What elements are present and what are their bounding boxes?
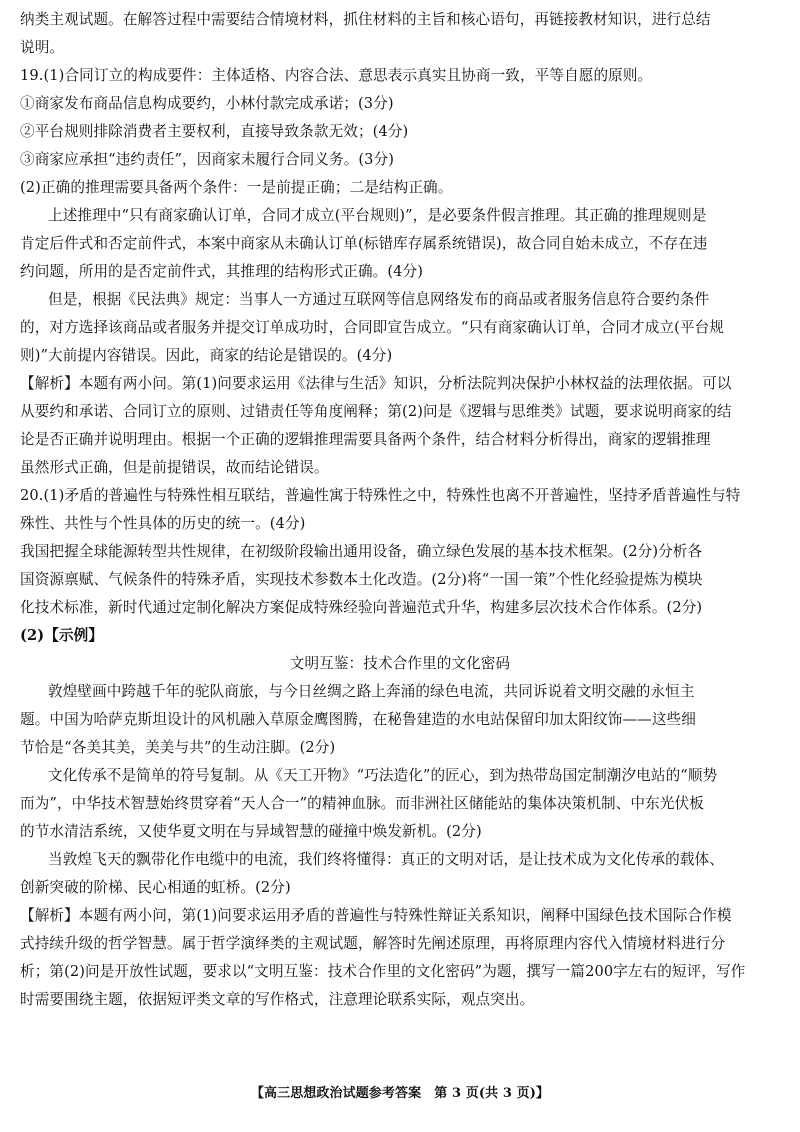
text-line: (2)正确的推理需要具备两个条件：一是前提正确；二是结构正确。 [20,179,453,196]
text-line: 的，对方选择该商品或者服务并提交订单成功时，合同即宣告成立。“只有商家确认订单，合同才成立(平台规 [20,319,724,336]
text-line: 从要约和承诺、合同订立的原则、过错责任等角度阐释；第(2)问是《逻辑与思维类》试题，要求说明商家的结 [20,403,732,420]
text-line: 约问题，所用的是否定前件式，其推理的结构形式正确。(4分) [20,263,424,280]
text-line: 当敦煌飞天的飘带化作电缆中的电流，我们终将懂得：真正的文明对话，是让技术成为文化传承的载体、 [48,851,724,868]
text-line: 纳类主观试题。在解答过程中需要结合情境材料，抓住材料的主旨和核心语句，再链接教材知识，进行总结 [20,11,711,28]
text-line: 题。中国为哈萨克斯坦设计的风机融入草原金鹰图腾，在秘鲁建造的水电站保留印加太阳纹饰——这些细 [20,711,696,728]
text-line: 但是，根据《民法典》规定：当事人一方通过互联网等信息网络发布的商品或者服务信息符合要约条件 [48,291,710,308]
text-line: ①商家发布商品信息构成要约，小林付款完成承诺；(3分) [20,95,394,112]
question-19-heading: 19.(1)合同订立的构成要件：主体适格、内容合法、意思表示真实且协商一致，平等自愿的原则。 [20,67,653,84]
text-line: 式持续升级的哲学智慧。属于哲学演绎类的主观试题，解答时先阐述原理，再将原理内容代入情境材料进行分 [20,935,726,952]
text-line: 时需要围绕主题，依据短评类文章的写作格式，注意理论联系实际，观点突出。 [20,991,535,1008]
text-line: 文化传承不是简单的符号复制。从《天工开物》“巧法造化”的匠心，到为热带岛国定制潮汐电站的“顺势 [48,767,718,784]
text-line: 化技术标准，新时代通过定制化解决方案促成特殊经验向普遍范式升华，构建多层次技术合作体系。(2分) [20,599,703,616]
text-line: 则)”大前提内容错误。因此，商家的结论是错误的。(4分) [20,347,393,364]
analysis-paragraph: 【解析】本题有两小问。第(1)问要求运用《法律与生活》知识，分析法院判决保护小林权益的法理依据。可以 [20,375,732,392]
text-line: 国资源禀赋、气候条件的特殊矛盾，实现技术参数本土化改造。(2分)将“一国一策”个性化经验提炼为模块 [20,571,703,588]
text-line: 殊性、共性与个性具体的历史的统一。(4分) [20,515,306,532]
analysis-paragraph: 【解析】本题有两小问，第(1)问要求运用矛盾的普遍性与特殊性辩证关系知识，阐释中国绿色技术国际合作模 [20,907,732,924]
text-line: 析；第(2)问是开放性试题，要求以“文明互鉴：技术合作里的文化密码”为题，撰写一篇200字左右的短评，写作 [20,963,746,980]
text-line: 而为”，中华技术智慧始终贯穿着“天人合一”的精神血脉。而非洲社区储能站的集体决策机制、中东光伏板 [20,795,704,812]
essay-title: 文明互鉴：技术合作里的文化密码 [289,655,511,672]
text-line: 说明。 [20,39,65,56]
text-line: 我国把握全球能源转型共性规律，在初级阶段输出通用设备，确立绿色发展的基本技术框架。(2分)分析各 [20,543,703,560]
text-line: 的节水清洁系统，又使华夏文明在与异域智慧的碰撞中焕发新机。(2分) [20,823,482,840]
text-line: 虽然形式正确，但是前提错误，故而结论错误。 [20,459,329,476]
text-line: 节恰是“各美其美，美美与共”的生动注脚。(2分) [20,739,336,756]
text-line: 创新突破的阶梯、民心相通的虹桥。(2分) [20,879,291,896]
page-footer: 【高三思想政治试题参考答案 第 3 页(共 3 页)】 [250,1086,550,1101]
text-line: 敦煌壁画中跨越千年的驼队商旅，与今日丝绸之路上奔涌的绿色电流，共同诉说着文明交融的永恒主 [48,683,695,700]
text-line: ③商家应承担“违约责任”，因商家未履行合同义务。(3分) [20,151,395,168]
question-20-heading: 20.(1)矛盾的普遍性与特殊性相互联结，普遍性寓于特殊性之中，特殊性也离不开普遍性，坚持矛盾普遍性与特 [20,487,741,504]
text-line: 上述推理中“只有商家确认订单，合同才成立(平台规则)”，是必要条件假言推理。其正确的推理规则是 [48,207,707,224]
text-line: 论是否正确并说明理由。根据一个正确的逻辑推理需要具备两个条件，结合材料分析得出，商家的逻辑推理 [20,431,711,448]
text-line: 肯定后件式和否定前件式，本案中商家从未确认订单(标错库存属系统错误)，故合同自始未成立，不存在违 [20,235,708,252]
example-label: (2)【示例】 [20,627,104,644]
text-line: ②平台规则排除消费者主要权利，直接导致条款无效；(4分) [20,123,409,140]
